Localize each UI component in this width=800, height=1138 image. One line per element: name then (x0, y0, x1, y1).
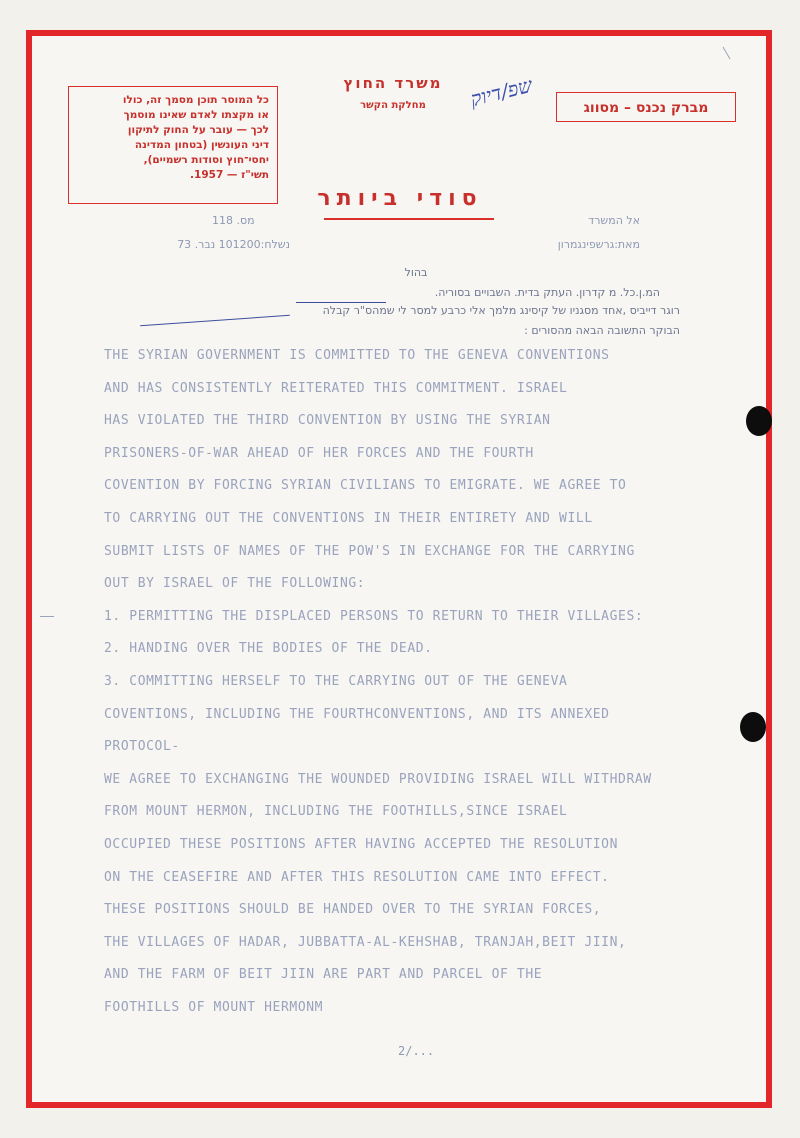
ministry-name: משרד החוץ (343, 74, 443, 92)
notice-line: כל המוסר תוכן מסמך זה, כולו (122, 94, 269, 106)
subject-underline (296, 302, 386, 303)
handwritten-annotation: שפ/דיוק (467, 72, 535, 112)
legal-notice-box (68, 86, 278, 204)
urgency-label: בהול (404, 266, 428, 279)
body-line: AND HAS CONSISTENTLY REITERATED THIS COMMITMENT. ISRAEL (104, 380, 568, 396)
body-line: PRISONERS-OF-WAR AHEAD OF HER FORCES AND THE FOURTH (104, 445, 534, 461)
notice-line: תשי"ז — 1957. (190, 169, 269, 181)
body-line: AND THE FARM OF BEIT JIIN ARE PART AND PARCEL OF THE (104, 967, 543, 983)
meta-sent: נשלח:101200 נבר. 73 (177, 238, 290, 251)
body-line: COVENTION BY FORCING SYRIAN CIVILIANS TO EMIGRATE. WE AGREE TO (104, 478, 627, 494)
body-line: FROM MOUNT HERMON, INCLUDING THE FOOTHILLS,SINCE ISRAEL (104, 804, 568, 820)
body-line: 3. COMMITTING HERSELF TO THE CARRYING OUT OF THE GENEVA (104, 673, 568, 689)
notice-line: דיני העונשין (בטחון המדינה (134, 139, 269, 151)
body-line: WE AGREE TO EXCHANGING THE WOUNDED PROVIDING ISRAEL WILL WITHDRAW (104, 771, 652, 787)
top-secret-title: סודי ביותר (317, 186, 483, 211)
body-line: OCCUPIED THESE POSITIONS AFTER HAVING ACCEPTED THE RESOLUTION (104, 836, 619, 852)
body-line: HAS VIOLATED THE THIRD CONVENTION BY USING THE SYRIAN (104, 413, 551, 429)
hole-punch (746, 406, 772, 436)
meta-from: מאת:גרשפינגמרון (557, 238, 640, 251)
subject-line: רוגר דייביס ,אחד מסגניו של קיסינג מלמך אלי כרבע למסר לי שמהס"ר קבלה (322, 304, 680, 317)
body-line: SUBMIT LISTS OF NAMES OF THE POW'S IN EXCHANGE FOR THE CARRYING (104, 543, 635, 559)
meta-number: 118 .מס (212, 214, 255, 227)
body-line: TO CARRYING OUT THE CONVENTIONS IN THEIR ENTIRETY AND WILL (104, 510, 593, 526)
subject-line: הבוקר התשובה הבאה מהסורים : (524, 324, 680, 337)
message-body (104, 348, 764, 1032)
body-line: ON THE CEASEFIRE AND AFTER THIS RESOLUTION CAME INTO EFFECT. (104, 869, 610, 885)
page-number: 2/... (398, 1044, 435, 1058)
body-line: COVENTIONS, INCLUDING THE FOURTHCONVENTIONS, AND ITS ANNEXED (104, 706, 610, 722)
notice-line: יחסי־חוץ וסודות רשמיים), (143, 154, 269, 166)
department-name: מחלקת הקשר (360, 100, 426, 111)
classification-box: מברק נכנס – מסווג (556, 92, 736, 122)
body-line: 2. HANDING OVER THE BODIES OF THE DEAD. (104, 641, 433, 657)
hole-punch (740, 712, 766, 742)
title-underline (324, 218, 494, 220)
body-line: PROTOCOL- (104, 739, 180, 755)
body-line: 1. PERMITTING THE DISPLACED PERSONS TO RETURN TO THEIR VILLAGES: (104, 608, 644, 624)
notice-line: לכך — עובר על החוק לתיקון (127, 124, 269, 136)
ministry-header (318, 74, 468, 111)
body-line: THE VILLAGES OF HADAR, JUBBATTA-AL-KEHSHAB, TRANJAH,BEIT JIIN, (104, 934, 627, 950)
margin-mark (40, 616, 54, 617)
body-line: FOOTHILLS OF MOUNT HERMONM (104, 999, 324, 1015)
meta-to: אל המשרד (588, 214, 640, 227)
body-line: THESE POSITIONS SHOULD BE HANDED OVER TO THE SYRIAN FORCES, (104, 902, 602, 918)
notice-line: או מקצתו לאדם שאינו מוסמך (123, 109, 269, 121)
subject-line: המ.ן.כל. מ קדרון. העתק בדית. השבויים בסוריה. (434, 286, 660, 299)
body-line: THE SYRIAN GOVERNMENT IS COMMITTED TO THE GENEVA CONVENTIONS (104, 348, 610, 363)
body-line: OUT BY ISRAEL OF THE FOLLOWING: (104, 576, 366, 592)
